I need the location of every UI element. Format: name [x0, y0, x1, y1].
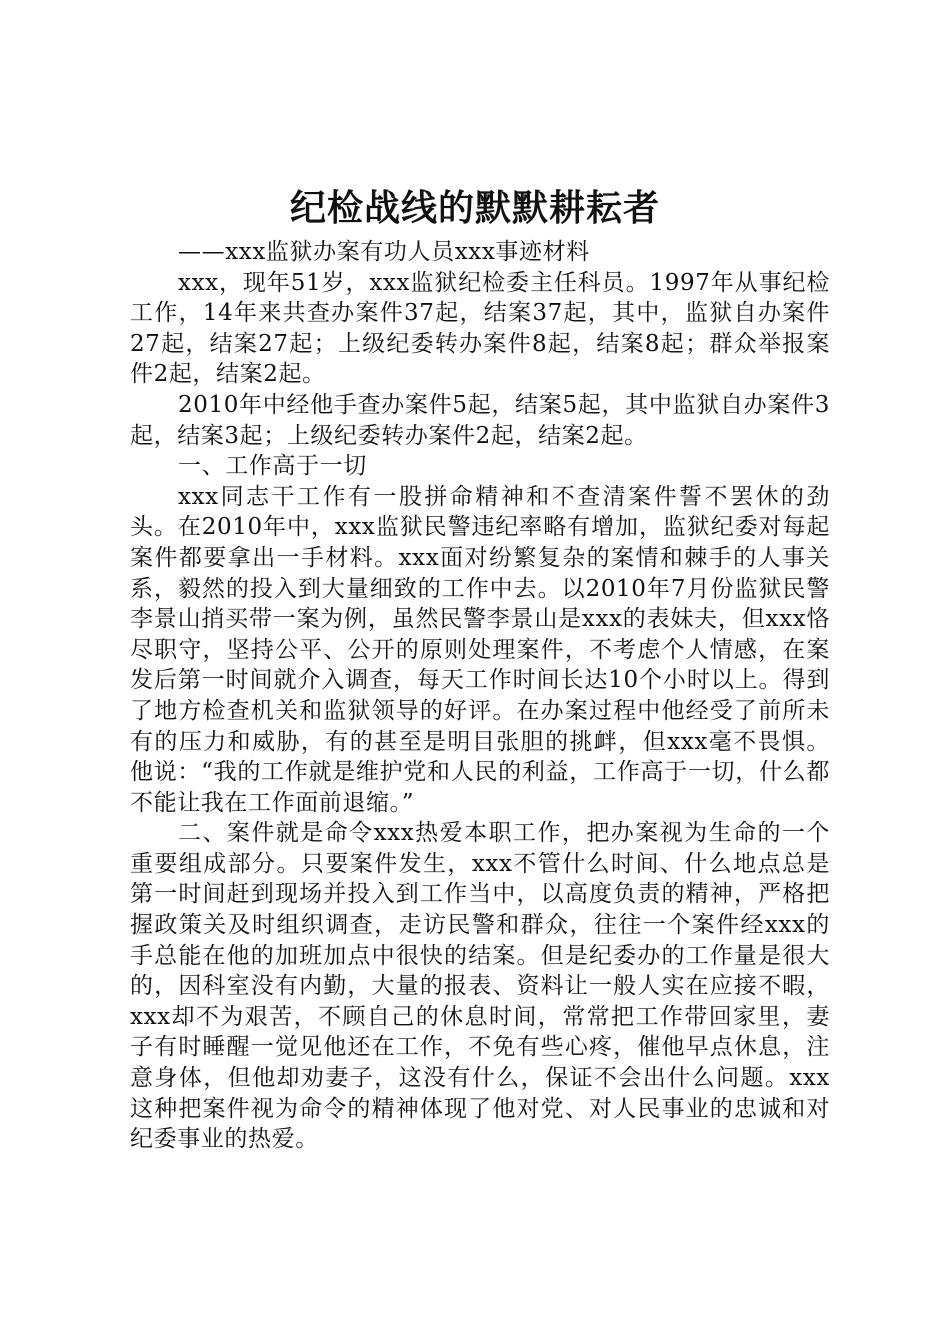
section-heading-1: 一、工作高于一切 [178, 453, 367, 480]
paragraph-2010-cases: 2010年中经他手查办案件5起，结案5起，其中监狱自办案件3起，结案3起；上级纪委转办案件2起，结案2起。 [130, 391, 830, 449]
page-title: 纪检战线的默默耕耘者 [289, 188, 660, 229]
paragraph-section-1: xxx同志干工作有一股拼命精神和不查清案件誓不罢休的劲头。在2010年中，xxx监狱民警违纪率略有增加，监狱纪委对每起案件都要拿出一手材料。xxx面对纷繁复杂的案情和棘手的人事关系，毅然的投入到大量细致的工作中去。以2010年7月份监狱民警李景山捎买带一案为例，虽然民警李景山是xxx的表妹夫，但xxx恪尽职守，坚持公平、公开的原则处理案件，不考虑个人情感，在案发后第一时间就介入调查，每天工作时间长达10个小时以上。得到了地方检查机关和监狱领导的好评。在办案过程中他经受了前所未有的压力和威胁，有的甚至是明目张胆的挑衅，但xxx毫不畏惧。他说：“我的工作就是维护党和人民的利益，工作高于一切，什么都不能让我在工作面前退缩。” [130, 483, 830, 816]
paragraph-section-2: 二、案件就是命令xxx热爱本职工作，把办案视为生命的一个重要组成部分。只要案件发生，xxx不管什么时间、什么地点总是第一时间赶到现场并投入到工作当中，以高度负责的精神，严格把握政策关及时组织调查，走访民警和群众，往往一个案件经xxx的手总能在他的加班加点中很快的结案。但是纪委办的工作量是很大的，因科室没有内勤，大量的报表、资料让一般人实在应接不暇，xxx却不为艰苦，不顾自己的休息时间，常常把工作带回家里，妻子有时睡醒一觉见他还在工作，不免有些心疼，催他早点休息，注意身体，但他却劝妻子，这没有什么，保证不会出什么问题。xxx这种把案件视为命令的精神体现了他对党、对人民事业的忠诚和对纪委事业的热爱。 [130, 820, 830, 1153]
subtitle: ——xxx监狱办案有功人员xxx事迹材料 [178, 239, 590, 265]
document-body [130, 237, 830, 1155]
paragraph-intro: xxx，现年51岁，xxx监狱纪检委主任科员。1997年从事纪检工作，14年来共查办案件37起，结案37起，其中，监狱自办案件27起，结案27起；上级纪委转办案件8起，结案8起；群众举报案件2起，结案2起。 [130, 269, 830, 388]
